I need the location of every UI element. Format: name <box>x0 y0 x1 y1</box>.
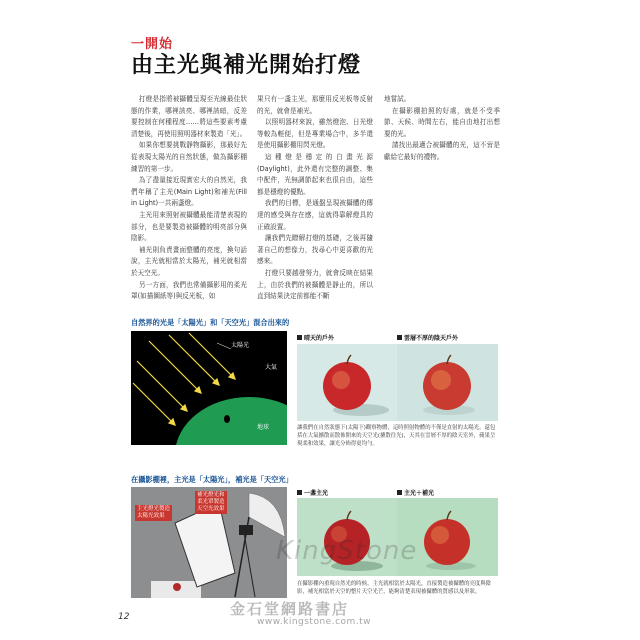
studio-photo <box>131 487 287 598</box>
body-column-3 <box>384 94 500 164</box>
sun-label: 太陽光 <box>231 342 250 349</box>
caption-main-plus-fill: 主光＋補光 <box>397 488 434 497</box>
sunlight-diagram <box>131 331 287 445</box>
body-column-1 <box>131 94 247 303</box>
section1-description: 讓我們在自然狀態下(太陽下)觀察物體，這時照射物體的不僅是直射的太陽光，還包括在大氣擴散而散佈開來的天空光(擴散往光)，天其在雲層不厚的陰天室外，蘋果呈現柔和效果，讓光分佈得更均勻。 <box>297 425 496 447</box>
paragraph: 為了盡量接近現實宏大的自然光，我們年稱了主光(Main Light)和補光(Fill in Light)一共兩盞燈。 <box>131 176 247 208</box>
paragraph: 我們的目標，是通盤呈現被攝體的傳達的感受與存在感，這就得靠解燈具的正確設置。 <box>257 199 373 231</box>
fill-light-tag: 補光燈光和 柔光罩製造 天空光效果 <box>197 492 225 512</box>
paragraph: 主光用來照射被攝體最能清楚表現的部分，也是要製造被攝體的明亮部分與陰影。 <box>131 210 247 243</box>
atmosphere-label: 大氣 <box>265 364 278 371</box>
section-title-natural-light: 自然界的光是「太陽光」和「天空光」混合出來的 <box>131 318 290 327</box>
main-light-tag: 主光燈光製造 太陽光效果 <box>137 506 171 519</box>
caption-sunny: 晴天的戶外 <box>297 333 334 342</box>
apple-photo-sunny <box>297 344 398 421</box>
paragraph: 果只有一盞主光，那麼用反光板等反射的光，就會是補光。 <box>257 95 373 115</box>
paragraph: 請找出最適合被攝體的光，這不啻是獻給它最好的禮物。 <box>384 141 500 161</box>
earth-label: 地球 <box>257 424 270 431</box>
paragraph: 以照明器材來說，雖然燈泡、日光燈等較為輕便，但是專業場合中，多半還是使用攝影棚用閃光燈。 <box>257 118 373 150</box>
watermark-store-name: 金石堂網路書店 <box>230 600 350 618</box>
body-column-2 <box>257 94 373 303</box>
paragraph: 地嘗試。 <box>384 95 411 103</box>
page-title: 由主光與補光開始打燈 <box>131 53 362 78</box>
apple-photo-overcast <box>397 344 498 421</box>
caption-main-light: 一盞主光 <box>297 488 328 497</box>
paragraph: 在攝影棚拍照的好處，就是不受季節、天候、時間左右，能自由地打出想要的光。 <box>384 106 500 138</box>
paragraph: 打燈是指將被攝體呈現至光線最佳狀態的作業，哪裡該亮、哪裡該暗，反差要控制在何種程度……將這些要素考慮清楚後，再使用照明器材來製造「光」。 <box>131 95 247 138</box>
section-title-studio-light: 在攝影棚裡，主光是「太陽光」，補光是「天空光」 <box>131 475 293 484</box>
paragraph: 這種燈是穩定的白畫光源(Daylight)，此外還有完整的調整、集中配件，光無調節起來也很自由，這些都是穩燈的優點。 <box>257 152 373 196</box>
section2-description: 在攝影棚內重現自然光的時候，主光就相當於太陽光，直接製造被攝體的亮度與陰影，補光相當於天空的整片天空光芒，能夠清楚表現被攝體的質感以及形狀。 <box>297 581 492 595</box>
paragraph: 讓我們先瞭解打燈的基礎，之後再隨著自己的想像力，找尋心中更喜歡的光感來。 <box>257 234 373 266</box>
watermark-logo: KingStone <box>276 536 418 566</box>
caption-overcast: 雲層不厚的陰天戶外 <box>397 333 458 342</box>
paragraph: 另一方面，我們也常備攝影用的柔光罩(如描圖紙等)與反光板，如 <box>131 280 247 301</box>
page-number: 12 <box>118 612 130 622</box>
paragraph: 如果你想要挑戰靜物攝影，那最好先從表現太陽光的自然狀態，做為攝影棚練習的第一步。 <box>131 141 247 173</box>
kicker: 一開始 <box>131 37 174 52</box>
paragraph: 打燈只要越發努力，就會反映在結果上，由於我們的被攝體是靜止的，所以直到結果決定前都能不斷 <box>257 268 373 301</box>
paragraph: 補光則負責畫面整體的亮度，換句話說，主光就相當於太陽光，補光就相當於天空光。 <box>131 245 247 277</box>
watermark-url: www.kingstone.com.tw <box>257 617 372 627</box>
object-on-earth <box>224 415 230 423</box>
